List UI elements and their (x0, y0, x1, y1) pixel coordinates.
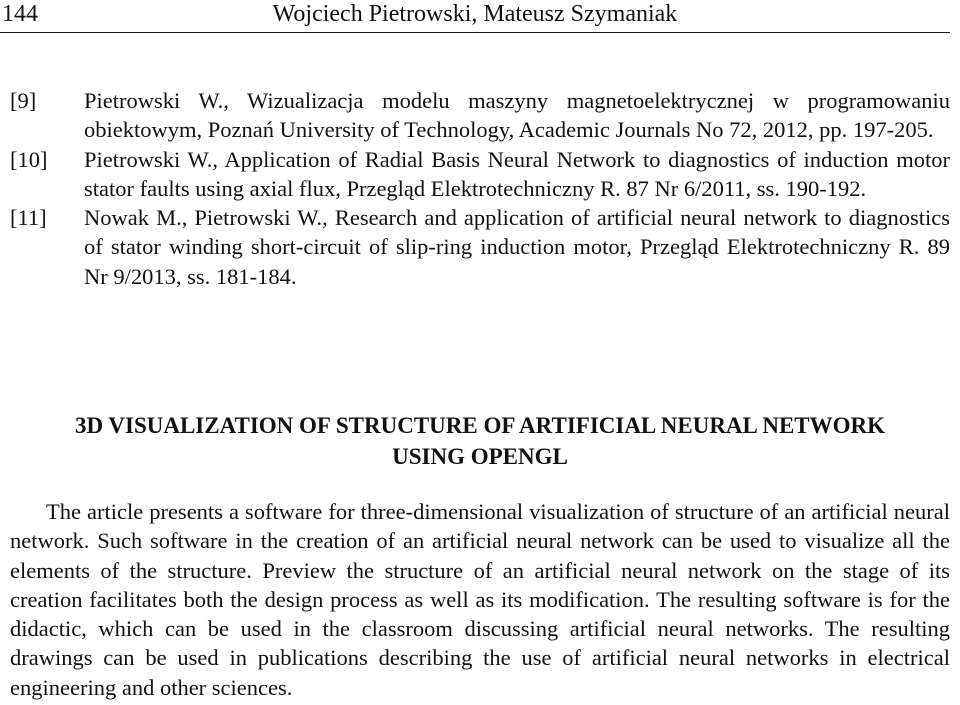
article-title (10, 410, 950, 472)
reference-item (10, 203, 950, 291)
reference-text: Nowak M., Pietrowski W., Research and application of artificial neural network to diagnostics of stator winding short-circuit of slip-ring induction motor, Przegląd Elektrotechniczny R. 89 Nr 9/2013, ss. 181-184. (84, 205, 950, 289)
reference-number: [10] (10, 146, 48, 172)
article-title-line-1: 3D VISUALIZATION OF STRUCTURE OF ARTIFICIAL NEURAL NETWORK (74, 413, 886, 438)
reference-item (10, 86, 950, 145)
reference-number: [9] (10, 88, 37, 113)
reference-text: Pietrowski W., Application of Radial Basis Neural Network to diagnostics of induction motor stator faults using axial flux, Przegląd Elektrotechniczny R. 87 Nr 6/2011, ss. 190-192. (84, 146, 950, 201)
abstract-paragraph: The article presents a software for three-dimensional visualization of structure of an artificial neural network. Such software in the creation of an artificial neural network can be used to visualize all the elements of the structure. Preview the structure of an artificial neural network on the stage of its creation facilitates both the design process as well as its modification. The resulting software is for the didactic, which can be used in the classroom discussing artificial neural networks. The resulting drawings can be used in publications describing the use of artificial neural networks in electrical engineering and other sciences. (10, 499, 950, 700)
reference-number: [11] (10, 205, 47, 231)
page-number: 144 (2, 1, 38, 27)
running-header (0, 0, 950, 33)
reference-text: Pietrowski W., Wizualizacja modelu maszyny magnetoelektrycznej w programowaniu obiektowym, Poznań University of Technology, Academic Journals No 72, 2012, pp. 197-205. (84, 88, 950, 143)
reference-list (10, 86, 950, 291)
article-title-line-2: USING OPENGL (392, 444, 568, 469)
header-authors: Wojciech Pietrowski, Mateusz Szymaniak (272, 1, 678, 27)
reference-item (10, 145, 950, 204)
